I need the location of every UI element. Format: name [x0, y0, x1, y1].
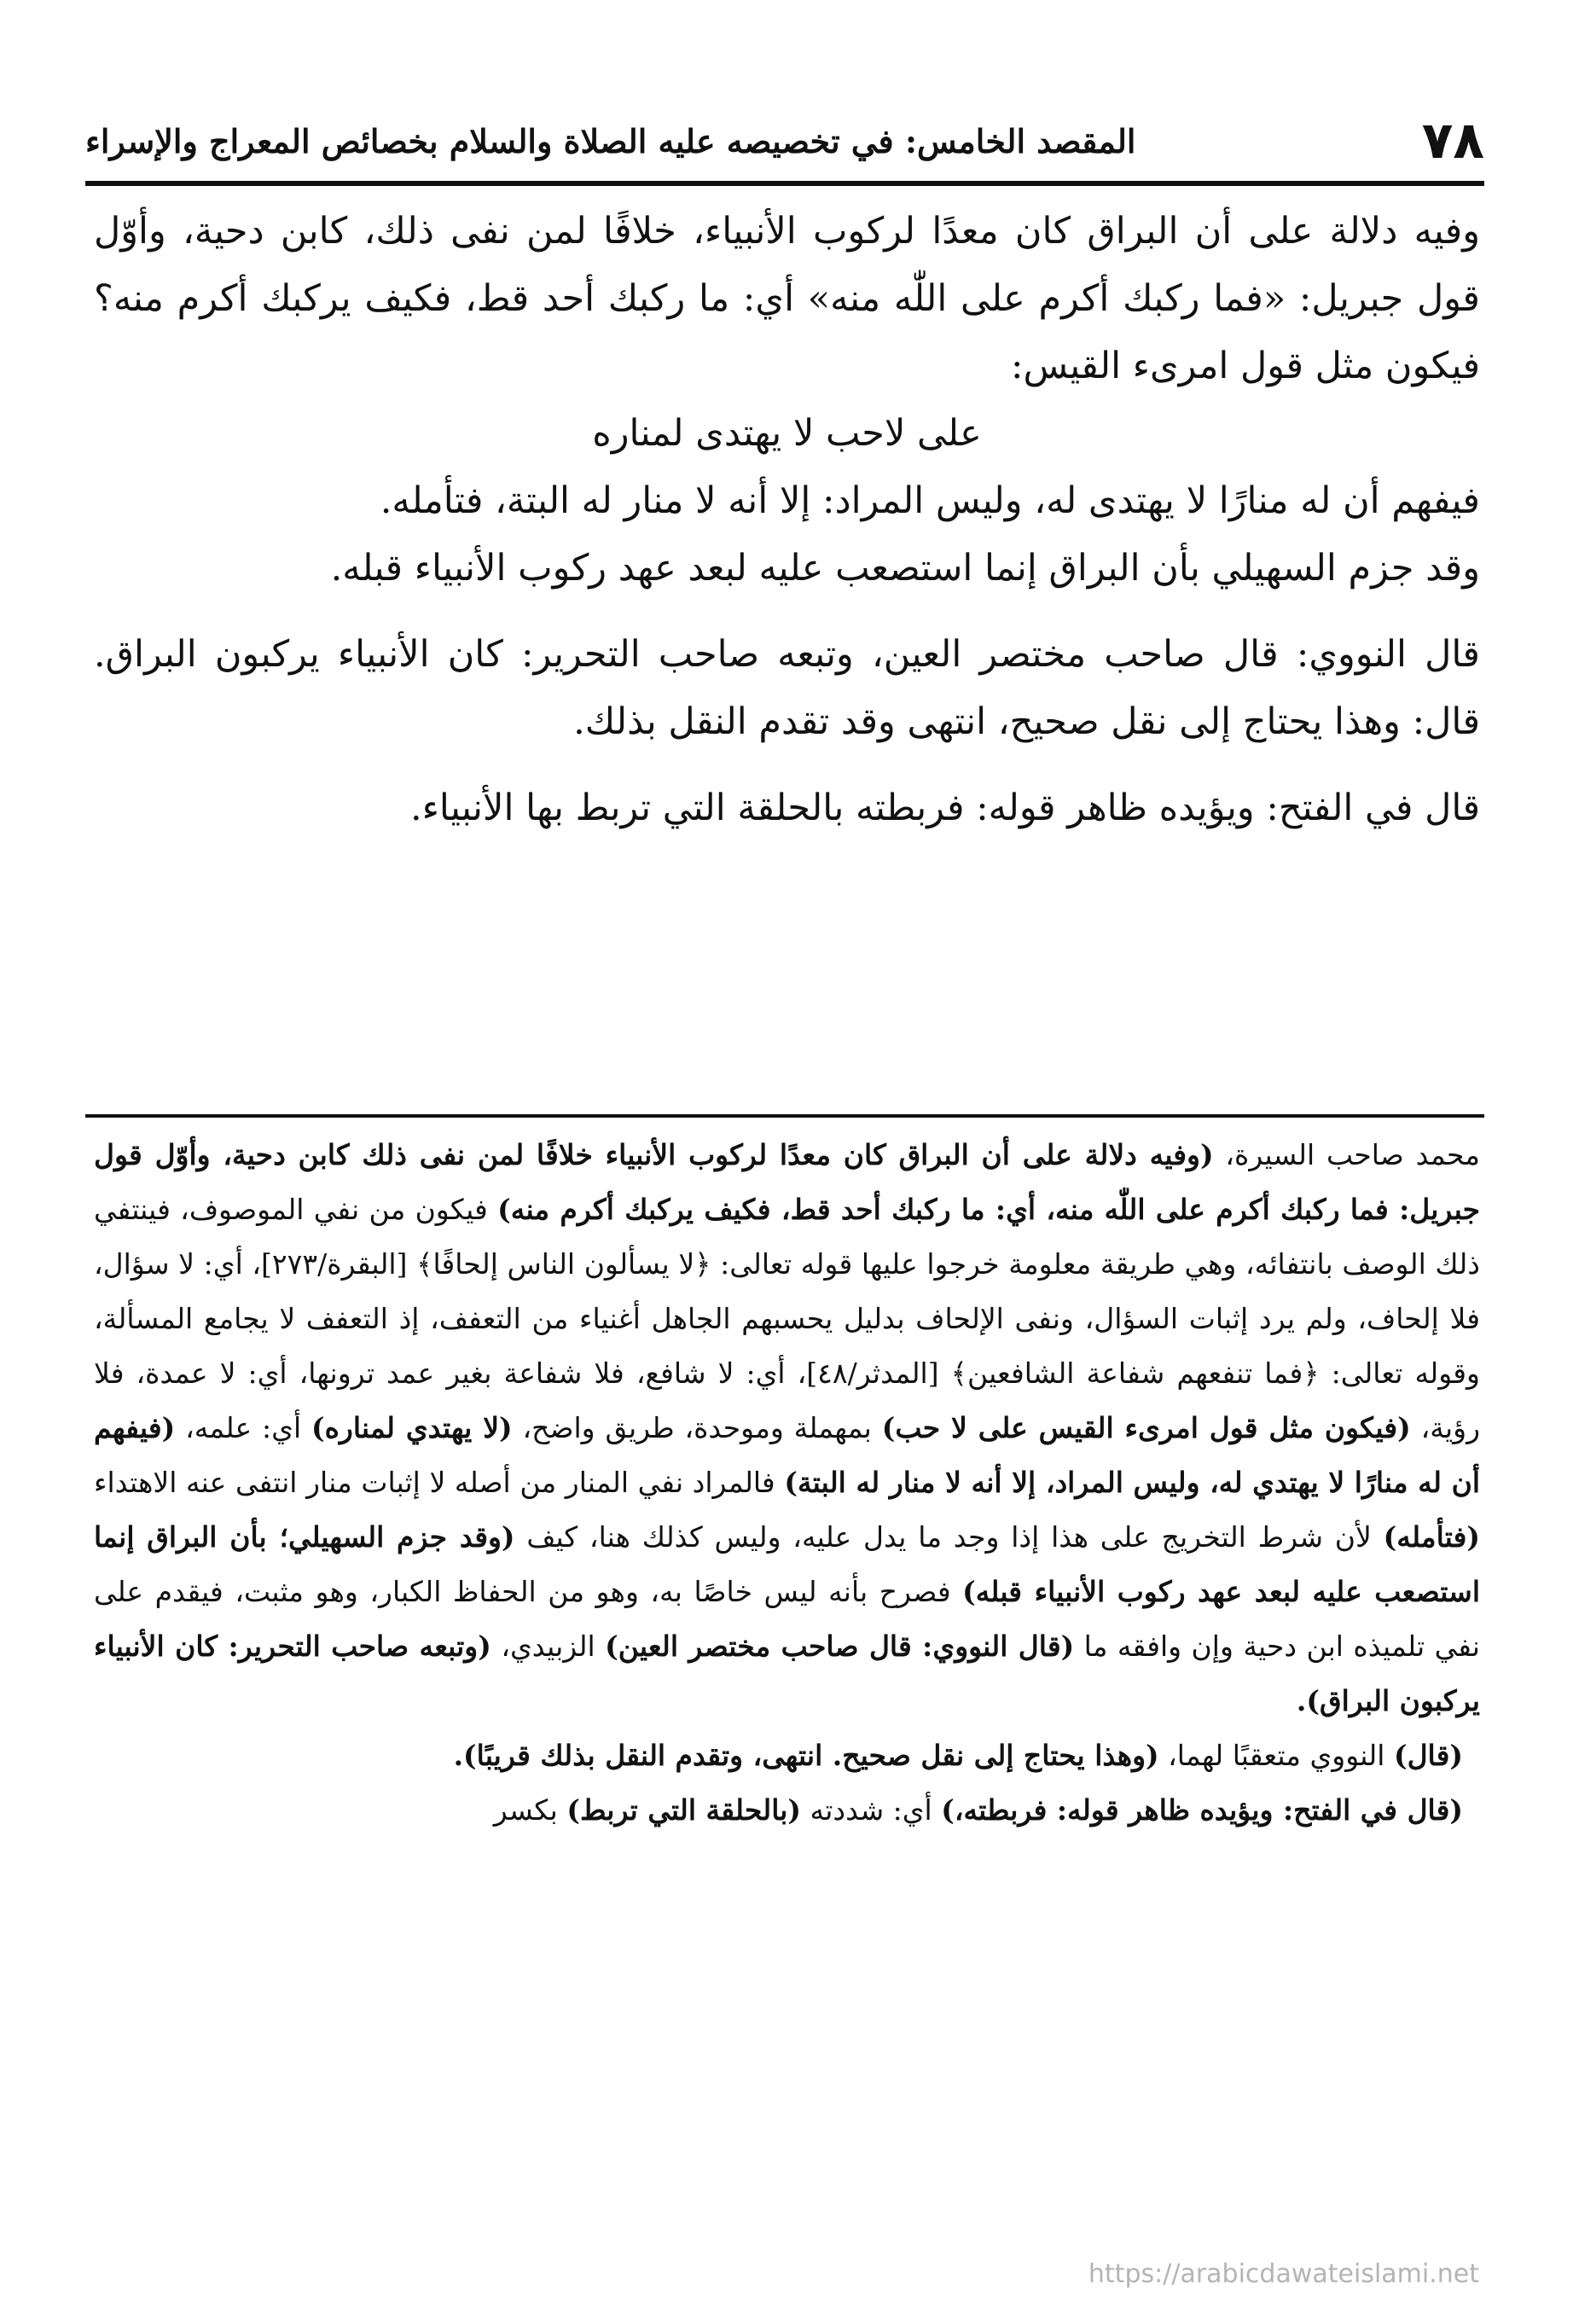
poetry-verse: على لاحب لا يهتدى لمناره	[592, 412, 982, 455]
main-paragraph: فيفهم أن له منارًا لا يهتدى له، وليس المراد: إلا أنه لا منار له البتة، فتأمله.	[380, 479, 1480, 522]
commentary-text: بكسر	[493, 1793, 558, 1827]
commentary-paragraph	[94, 1128, 1480, 1728]
commentary-text: فالمراد نفي المنار من أصله لا إثبات منار انتفى عنه الاهتداء	[94, 1466, 775, 1499]
running-title: المقصد الخامس: في تخصيصه عليه الصلاة والسلام بخصائص المعراج والإسراء	[85, 121, 1136, 160]
quoted-matn: (قال)	[1393, 1739, 1463, 1772]
commentary-text: أي: شددته	[810, 1793, 932, 1827]
quoted-matn: (لا يهتدي لمناره)	[311, 1411, 513, 1444]
quoted-matn: (وهذا يحتاج إلى نقل صحيح. انتهى، وتقدم النقل بذلك قريبًا).	[453, 1739, 1159, 1772]
commentary-text: فيكون من نفي الموصوف، فينتفي ذلك الوصف بانتفائه، وهي طريقة معلومة خرجوا عليها قوله تعالى: ﴿لا يسألون الناس إلحافًا﴾ [البقرة/٢٧٣]، أي: لا سؤال، فلا إلحاف، ولم يرد إثبات السؤال، ونفى الإلحاف بدليل يحسبهم الجاهل أغنياء من التعفف، إذ التعفف لا يجامع المسألة، وقوله تعالى: ﴿فما تنفعهم شفاعة الشافعين﴾ [المدثر/٤٨]، أي: لا شافع، فلا شفاعة بغير عمد ترونها، أي: لا عمدة، فلا رؤية،	[94, 1193, 1481, 1444]
commentary-text: الزبيدي،	[501, 1630, 595, 1663]
quoted-matn: (فتأمله)	[1383, 1520, 1480, 1554]
main-paragraph: وقد جزم السهيلي بأن البراق إنما استصعب عليه لبعد عهد ركوب الأنبياء قبله.	[330, 547, 1480, 590]
main-text	[94, 198, 1480, 842]
quoted-matn: (فيفهم أن له منارًا لا يهتدي له، وليس المراد، إلا أنه لا منار له البتة)	[94, 1411, 1480, 1499]
commentary-text: محمد صاحب السيرة،	[1225, 1138, 1480, 1171]
quoted-matn: (وفيه دلالة على أن البراق كان معدًا لركوب الأنبياء خلافًا لمن نفى ذلك كابن دحية، وأوّل قول جبريل: فما ركبك أكرم على اللّٰه منه، أي: ما ركبك أحد قط، فكيف يركبك أكرم منه)	[94, 1138, 1480, 1226]
page-header	[85, 102, 1484, 179]
commentary-text: أي: علمه،	[185, 1411, 302, 1444]
quoted-matn: (فيكون مثل قول امرىء القيس على لا حب)	[881, 1411, 1411, 1444]
main-paragraph: قال النووي: قال صاحب مختصر العين، وتبعه صاحب التحرير: كان الأنبياء يركبون البراق. قال: وهذا يحتاج إلى نقل صحيح، انتهى وقد تقدم النقل بذلك.	[94, 633, 1480, 743]
commentary-text: بمهملة وموحدة، طريق واضح،	[522, 1411, 872, 1444]
quoted-matn: (بالحلقة التي تربط)	[566, 1793, 802, 1827]
quoted-matn: (قال في الفتح: ويؤيده ظاهر قوله: فربطته،)	[941, 1793, 1463, 1827]
commentary-text: فصرح بأنه ليس خاصًا به، وهو من الحفاظ الكبار، وهو مثبت، فيقدم على نفي تلميذه ابن دحية وإن وافقه ما	[94, 1575, 1480, 1663]
watermark-url: https://arabicdawateislami.net	[1088, 2259, 1479, 2289]
commentary-paragraph	[94, 1728, 1480, 1783]
quoted-matn: (قال النووي: قال صاحب مختصر العين)	[605, 1630, 1075, 1663]
commentary-text: لأن شرط التخريج على هذا إذا وجد ما يدل عليه، وليس كذلك هنا، كيف	[526, 1520, 1372, 1554]
commentary-text: النووي متعقبًا لهما،	[1168, 1739, 1385, 1772]
footnote-separator	[85, 1114, 1484, 1118]
quoted-matn: (وتبعه صاحب التحرير: كان الأنبياء يركبون البراق).	[94, 1630, 1480, 1717]
header-rule	[85, 181, 1484, 186]
page-number: ٧٨	[1421, 111, 1484, 171]
main-paragraph: وفيه دلالة على أن البراق كان معدًا لركوب الأنبياء، خلافًا لمن نفى ذلك، كابن دحية، وأوّل قول جبريل: «فما ركبك أكرم على اللّٰه منه» أي: ما ركبك أحد قط، فكيف يركبك أكرم منه؟ فيكون مثل قول امرىء القيس:	[94, 210, 1480, 387]
commentary-paragraph	[94, 1783, 1480, 1838]
main-paragraph: قال في الفتح: ويؤيده ظاهر قوله: فربطته بالحلقة التي تربط بها الأنبياء.	[410, 787, 1480, 829]
quoted-matn: (وقد جزم السهيلي؛ بأن البراق إنما استصعب عليه لبعد عهد ركوب الأنبياء قبله)	[94, 1520, 1480, 1608]
commentary-section	[94, 1128, 1480, 1838]
